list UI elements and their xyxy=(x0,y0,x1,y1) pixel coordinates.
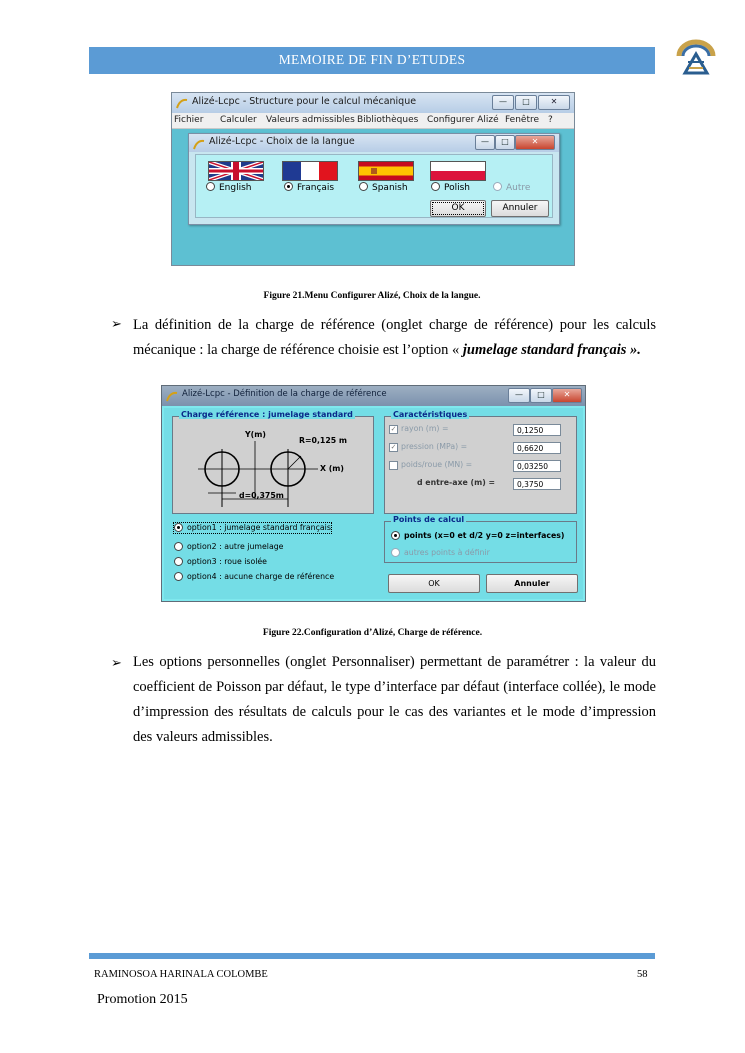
caracteristiques-group xyxy=(384,410,577,514)
menu-fichier[interactable]: Fichier xyxy=(174,115,204,125)
group-label: Charge référence : jumelage standard xyxy=(181,410,353,419)
carac-text: pression (MPa) = xyxy=(401,442,468,451)
diagram-x-axis-label: X (m) xyxy=(320,464,344,473)
ok-button[interactable]: OK xyxy=(388,574,480,593)
charge-reference-window xyxy=(161,385,586,602)
language-option-spanish[interactable] xyxy=(359,183,408,193)
dialog-titlebar xyxy=(189,134,559,152)
dialog-title: Alizé-Lcpc - Choix de la langue xyxy=(209,136,355,147)
page-header-title: MEMOIRE DE FIN D’ETUDES xyxy=(278,52,466,67)
checkbox-rayon: ✓ xyxy=(390,424,397,433)
ok-button[interactable]: OK xyxy=(430,200,486,217)
language-label: English xyxy=(219,183,252,193)
poids-value-field[interactable]: 0,03250 xyxy=(513,460,561,472)
option-label: option2 : autre jumelage xyxy=(187,542,284,551)
language-option-autre xyxy=(493,183,530,193)
close-button[interactable]: ✕ xyxy=(538,95,570,110)
window-titlebar xyxy=(162,386,585,406)
language-option-english[interactable] xyxy=(206,183,252,193)
maximize-button[interactable]: □ xyxy=(530,388,552,403)
option4-radio[interactable] xyxy=(174,572,334,582)
option-label: option1 : jumelage standard français xyxy=(187,523,331,532)
footer-promotion: Promotion 2015 xyxy=(97,992,188,1007)
points-label: points (x=0 et d/2 y=0 z=interfaces) xyxy=(404,531,565,540)
language-label: Spanish xyxy=(372,183,408,193)
menu-fenetre[interactable]: Fenêtre xyxy=(505,115,540,125)
figure-22-caption: Figure 22.Configuration d’Alizé, Charge de référence. xyxy=(262,628,483,638)
window-title: Alizé-Lcpc - Structure pour le calcul mécanique xyxy=(192,96,417,107)
points-default-radio[interactable] xyxy=(391,531,564,541)
menu-help[interactable]: ? xyxy=(548,115,553,125)
uk-flag-icon xyxy=(208,161,264,181)
option2-radio[interactable] xyxy=(174,542,283,552)
diagram-radius-label: R=0,125 m xyxy=(299,436,348,445)
spain-flag-icon xyxy=(358,161,414,181)
radio-points-default[interactable] xyxy=(391,531,400,540)
radio-points-custom xyxy=(391,548,400,557)
menu-configurer-alize[interactable]: Configurer Alizé xyxy=(427,115,499,125)
bullet-arrow-icon: ➢ xyxy=(111,316,122,331)
france-flag-icon xyxy=(282,161,338,181)
entraxe-value-field[interactable]: 0,3750 xyxy=(513,478,561,490)
points-label: autres points à définir xyxy=(404,548,490,557)
page-number: 58 xyxy=(637,969,648,980)
carac-entraxe-label: d entre-axe (m) = xyxy=(417,478,496,487)
maximize-button[interactable]: □ xyxy=(515,95,537,110)
menu-valeurs-admissibles[interactable]: Valeurs admissibles xyxy=(266,115,355,125)
pression-value-field[interactable]: 0,6620 xyxy=(513,442,561,454)
footer-author: RAMINOSOA HARINALA COLOMBE xyxy=(94,969,268,980)
language-option-polish[interactable] xyxy=(431,183,470,193)
radio-polish[interactable] xyxy=(431,182,440,191)
window-client-area xyxy=(164,408,583,599)
checkbox-pression: ✓ xyxy=(390,442,397,451)
radio-francais[interactable] xyxy=(284,182,293,191)
alize-app-icon xyxy=(166,390,178,402)
paragraph-emphasis: jumelage standard français ». xyxy=(462,342,641,358)
minimize-button[interactable]: — xyxy=(492,95,514,110)
dialog-maximize-button[interactable]: □ xyxy=(495,135,515,150)
option1-radio[interactable] xyxy=(174,523,331,533)
radio-autre xyxy=(493,182,502,191)
points-custom-radio xyxy=(391,548,490,558)
carac-poids-label xyxy=(389,460,472,470)
alize-app-icon xyxy=(176,97,188,109)
dialog-body xyxy=(195,154,553,218)
minimize-button[interactable]: — xyxy=(508,388,530,403)
university-logo-icon xyxy=(675,38,717,76)
alize-app-icon xyxy=(193,138,205,150)
charge-reference-group xyxy=(172,410,374,514)
radio-option2[interactable] xyxy=(174,542,183,551)
carac-text: rayon (m) = xyxy=(401,424,449,433)
alize-main-window xyxy=(171,92,575,266)
figure-21-caption: Figure 21.Menu Configurer Alizé, Choix de la langue. xyxy=(263,291,481,301)
rayon-value-field[interactable]: 0,1250 xyxy=(513,424,561,436)
language-dialog xyxy=(188,133,560,225)
carac-text: poids/roue (MN) = xyxy=(401,460,473,469)
paragraph-options-personnelles: Les options personnelles (onglet Personnaliser) permettant de paramétrer : la valeur du coefficient de Poisson par défaut, le type d’interface par défaut (interface collée), le mode d’impression des résultats de calculs pour le cas des variantes et le mode d’impression des valeurs admissibles. xyxy=(133,654,656,745)
menu-calculer[interactable]: Calculer xyxy=(220,115,257,125)
diagram-y-axis-label: Y(m) xyxy=(245,430,266,439)
window-title: Alizé-Lcpc - Définition de la charge de référence xyxy=(182,389,387,399)
group-label: Caractéristiques xyxy=(393,410,468,419)
carac-rayon-label xyxy=(389,424,448,434)
option-label: option3 : roue isolée xyxy=(187,557,267,566)
points-calcul-group xyxy=(384,515,577,563)
menu-bibliotheques[interactable]: Bibliothèques xyxy=(357,115,419,125)
radio-option4[interactable] xyxy=(174,572,183,581)
bullet-arrow-icon: ➢ xyxy=(111,655,122,670)
language-label: Français xyxy=(297,183,335,193)
group-label: Points de calcul xyxy=(393,515,465,524)
paragraph-charge-reference xyxy=(133,313,656,363)
footer-bar xyxy=(89,953,655,959)
close-button[interactable]: ✕ xyxy=(552,388,582,403)
language-option-francais[interactable] xyxy=(284,183,334,193)
option3-radio[interactable] xyxy=(174,557,267,567)
menu-bar xyxy=(172,113,574,129)
paragraph-text: La définition de la charge de référence (onglet charge de référence) pour les calculs mécanique : la charge de référence choisie est l’option « xyxy=(133,317,656,358)
dialog-close-button[interactable]: ✕ xyxy=(515,135,555,150)
cancel-button[interactable]: Annuler xyxy=(491,200,549,217)
radio-english[interactable] xyxy=(206,182,215,191)
option-label: option4 : aucune charge de référence xyxy=(187,572,335,581)
radio-spanish[interactable] xyxy=(359,182,368,191)
language-label: Polish xyxy=(444,183,471,193)
checkbox-poids[interactable] xyxy=(389,461,398,470)
radio-option3[interactable] xyxy=(174,557,183,566)
diagram-distance-label: d=0,375m xyxy=(239,491,284,500)
poland-flag-icon xyxy=(430,161,486,181)
cancel-button[interactable]: Annuler xyxy=(486,574,578,593)
radio-option1[interactable] xyxy=(174,523,183,532)
language-label: Autre xyxy=(506,183,531,193)
dialog-minimize-button[interactable]: — xyxy=(475,135,495,150)
carac-pression-label xyxy=(389,442,467,452)
window-titlebar xyxy=(172,93,574,113)
